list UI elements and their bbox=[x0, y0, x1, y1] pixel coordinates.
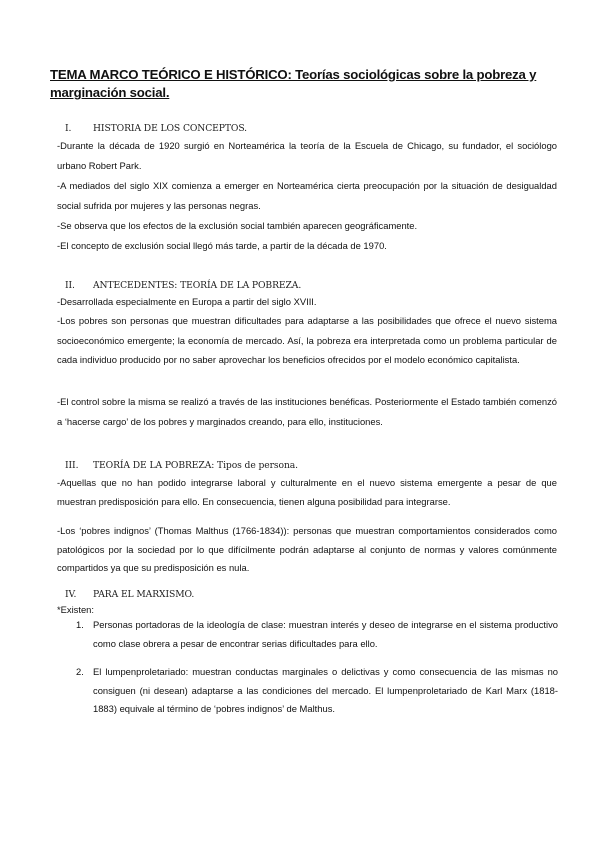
document-title: TEMA MARCO TEÓRICO E HISTÓRICO: Teorías sociológicas sobre la pobreza y marginación social. bbox=[50, 67, 537, 100]
list-item bbox=[76, 616, 558, 653]
section-3-paragraph-2: -Los ‘pobres indignos’ (Thomas Malthus (1766-1834)): personas que muestran comportamientos considerados como patológicos por la sociedad por lo que difícilmente podrán adaptarse al conjunto de normas y valores comúnmente compartidos ya que su predisposición es nula. bbox=[57, 525, 557, 573]
section-1-paragraph-2: -A mediados del siglo XIX comienza a emerger en Norteamérica cierta preocupación por la situación de desigualdad social sufrida por mujeres y las personas negras. bbox=[57, 180, 557, 211]
section-1-heading bbox=[65, 123, 247, 134]
list-item bbox=[76, 663, 558, 719]
section-1-title: HISTORIA DE LOS CONCEPTOS. bbox=[93, 123, 248, 134]
list-item-number: 2. bbox=[76, 666, 84, 677]
section-3-paragraph-1: -Aquellas que no han podido integrarse laboral y culturalmente en el nuevo sistema emergente a pesar de que muestran predisposición para ello. En consecuencia, tienen alguna posibilidad para integrarse. bbox=[57, 477, 557, 507]
section-2-title: ANTECEDENTES: TEORÍA DE LA POBREZA. bbox=[93, 280, 302, 291]
section-3-heading bbox=[65, 460, 298, 471]
section-4-heading bbox=[65, 589, 194, 600]
list-item-number: 1. bbox=[76, 619, 84, 630]
section-4-title: PARA EL MARXISMO. bbox=[93, 589, 195, 600]
section-2-number: II. bbox=[65, 280, 75, 291]
list-item-text: Personas portadoras de la ideología de clase: muestran interés y deseo de integrarse en el sistema productivo como clase obrera a pesar de encontrar serias dificultades para ello. bbox=[93, 619, 558, 649]
section-4-intro: *Existen: bbox=[57, 604, 94, 615]
section-1-paragraph-1: -Durante la década de 1920 surgió en Norteamérica la teoría de la Escuela de Chicago, su fundador, el sociólogo urbano Robert Park. bbox=[57, 140, 557, 171]
list-item-text: El lumpenproletariado: muestran conductas marginales o delictivas y como consecuencia de las mismas no consiguen (ni desean) adaptarse a las condiciones del mercado. El lumpenproletariado de Karl Marx (1818-1883) equivale al término de ‘pobres indignos’ de Malthus. bbox=[93, 666, 558, 714]
section-2-paragraph-1: -Desarrollada especialmente en Europa a partir del siglo XVIII. bbox=[57, 296, 317, 307]
section-3-title: TEORÍA DE LA POBREZA: Tipos de persona. bbox=[93, 460, 298, 471]
section-1-number: I. bbox=[65, 123, 72, 134]
section-2-paragraph-3: -El control sobre la misma se realizó a través de las instituciones benéficas. Posteriormente el Estado también comenzó a ‘hacerse cargo’ de los pobres y marginados creando, para ello, instituciones. bbox=[57, 396, 557, 427]
section-2-paragraph-2: -Los pobres son personas que muestran dificultades para adaptarse a las posibilidades que ofrece el nuevo sistema socioeconómico emergente; la economía de mercado. Así, la pobreza era interpretada como un problema particular de cada individuo producido por no saber aprovechar los beneficios ofrecidos por el modelo económico capitalista. bbox=[57, 315, 557, 366]
section-1-paragraph-4: -El concepto de exclusión social llegó más tarde, a partir de la década de 1970. bbox=[57, 240, 387, 251]
section-1-paragraph-3: -Se observa que los efectos de la exclusión social también aparecen geográficamente. bbox=[57, 220, 418, 231]
section-2-heading bbox=[65, 280, 301, 291]
section-3-number: III. bbox=[65, 460, 79, 471]
section-4-number: IV. bbox=[65, 589, 77, 600]
